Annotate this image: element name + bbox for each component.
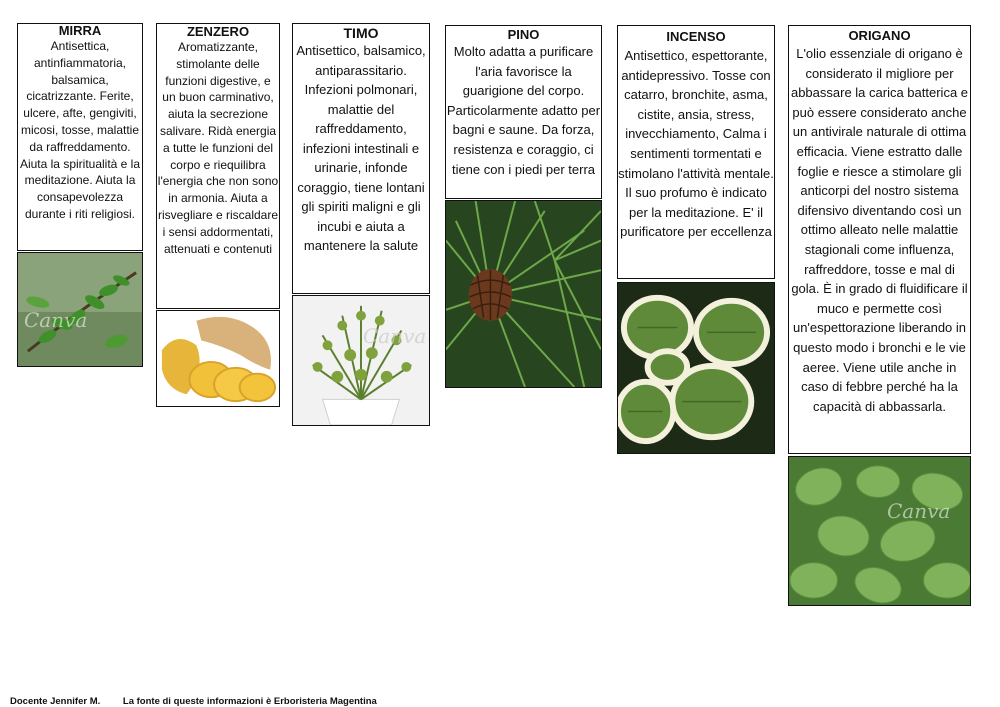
- watermark: Canva: [363, 324, 427, 348]
- herb-description: Antisettica, antinfiammatoria, balsamica, cicatrizzante. Ferite, ulcere, afte, gengiviti, micosi, tosse, malattie da raffreddamento. Aiuta la spiritualità e la meditazione. Aiuta la consapevolezza durante i riti religiosi.: [19, 39, 141, 221]
- herb-title: ZENZERO: [186, 24, 250, 39]
- card-timo: [292, 23, 430, 294]
- watermark: Canva: [887, 499, 951, 523]
- source-credit: La fonte di queste informazioni è Erboristeria Magentina: [122, 696, 377, 707]
- herb-description: Molto adatta a purificare l'aria favorisce la guarigione del corpo. Particolarmente adatto per bagni e saune. Da forza, resistenza e coraggio, ci tiene con i piedi per terra: [446, 44, 601, 177]
- herb-description: Antisettico, espettorante, antidepressivo. Tosse con catarro, bronchite, asma, cistite, ansia, stress, invecchiamento, Calma i sentimenti tormentati e stimolano l'attività mentale. Il suo profumo è indicato per la meditazione. E' il purificatore per eccellenza: [618, 48, 774, 240]
- footer: [10, 696, 397, 707]
- teacher-credit: Docente Jennifer M.: [10, 696, 101, 707]
- herb-description: Antisettico, balsamico, antiparassitario. Infezioni polmonari, malattie del raffreddamento, infezioni intestinali e urinarie, infonde coraggio, tiene lontani gli spiriti maligni e gli incubi e aiuta a mantenere la salute: [296, 43, 426, 253]
- watermark: Canva: [24, 308, 88, 332]
- photo-mirra: [17, 252, 143, 367]
- herb-title: MIRRA: [58, 23, 102, 38]
- card-incenso: [617, 25, 775, 279]
- card-zenzero: [156, 23, 280, 309]
- photo-timo: [292, 295, 430, 426]
- photo-origano: [788, 456, 971, 606]
- herb-title: INCENSO: [666, 29, 726, 44]
- herb-description: Aromatizzante, stimolante delle funzioni digestive, e un buon carminativo, aiuta la secrezione salivare. Ridà energia a tutte le funzioni del corpo e riequilibra l'energia che non sono in armonia. Aiuta a risvegliare e riscaldare i sensi addormentati, attenuati e contenuti: [157, 40, 279, 256]
- herb-title: PINO: [507, 27, 540, 42]
- card-pino: [445, 25, 602, 199]
- herb-description: L'olio essenziale di origano è considerato il migliore per abbassare la carica batterica e può essere considerato anche un antivirale naturale di ottima efficacia. Viene estratto dalle foglie e riesce a stimolare gli anticorpi del nostro sistema difensivo diventando così un ottimo alleato nelle malattie stagionali come influenza, raffreddore, tosse e mal di gola. È in grado di fluidificare il muco e permette così un'espettorazione liberando in questo modo i bronchi e le vie aeree. Viene utile anche in caso di febbre perché ha la capacità di abbassarla.: [790, 46, 969, 414]
- photo-zenzero: [156, 310, 280, 407]
- card-mirra: [17, 23, 143, 251]
- herb-title: TIMO: [343, 25, 379, 41]
- photo-incenso: [617, 282, 775, 454]
- photo-pino: [445, 200, 602, 388]
- herb-title: ORIGANO: [848, 28, 911, 43]
- card-origano: [788, 25, 971, 454]
